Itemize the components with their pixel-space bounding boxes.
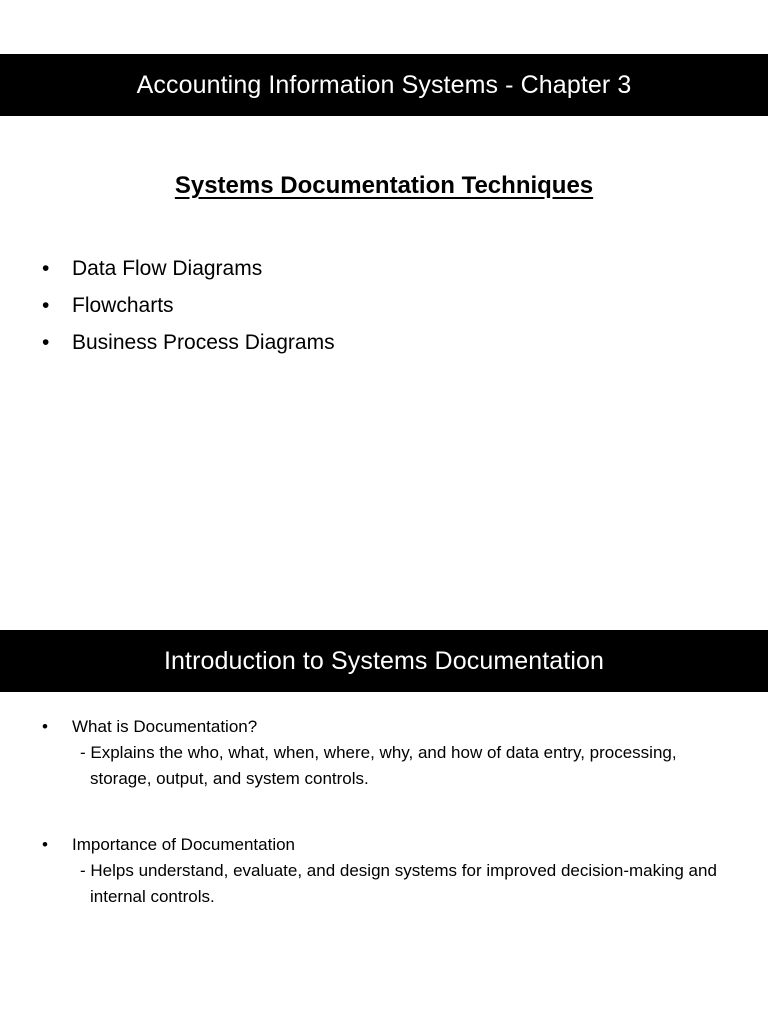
section-heading	[42, 714, 732, 740]
list-item	[42, 250, 335, 287]
bullet-icon: •	[42, 257, 50, 280]
list-item	[42, 324, 335, 361]
slide-2-title: Introduction to Systems Documentation	[163, 646, 605, 675]
slide-1-subtitle	[0, 172, 768, 200]
list-item-label: Business Process Diagrams	[72, 331, 335, 354]
bullet-icon: •	[42, 331, 50, 354]
slide-1-title-bar	[0, 54, 768, 116]
section-what-is-documentation	[42, 714, 732, 792]
list-item	[42, 287, 335, 324]
section-detail: - Helps understand, evaluate, and design systems for improved decision-making and internal controls.	[80, 861, 717, 906]
bullet-icon: •	[42, 294, 50, 317]
list-item-label: Data Flow Diagrams	[72, 257, 263, 280]
section-heading	[42, 832, 732, 858]
bullet-icon: •	[42, 835, 48, 854]
section-importance-of-documentation	[42, 832, 732, 910]
technique-list	[42, 250, 335, 361]
slide-2-title-bar	[0, 630, 768, 692]
section-detail: - Explains the who, what, when, where, why, and how of data entry, processing, storage, output, and system controls.	[80, 743, 677, 788]
bullet-icon: •	[42, 717, 48, 736]
section-heading-text: What is Documentation?	[72, 717, 258, 736]
slide-1-title: Accounting Information Systems - Chapter 3	[136, 70, 632, 99]
slide-2	[0, 576, 768, 1024]
subtitle-text: Systems Documentation Techniques	[174, 172, 594, 199]
list-item-label: Flowcharts	[72, 294, 174, 317]
section-heading-text: Importance of Documentation	[72, 835, 296, 854]
